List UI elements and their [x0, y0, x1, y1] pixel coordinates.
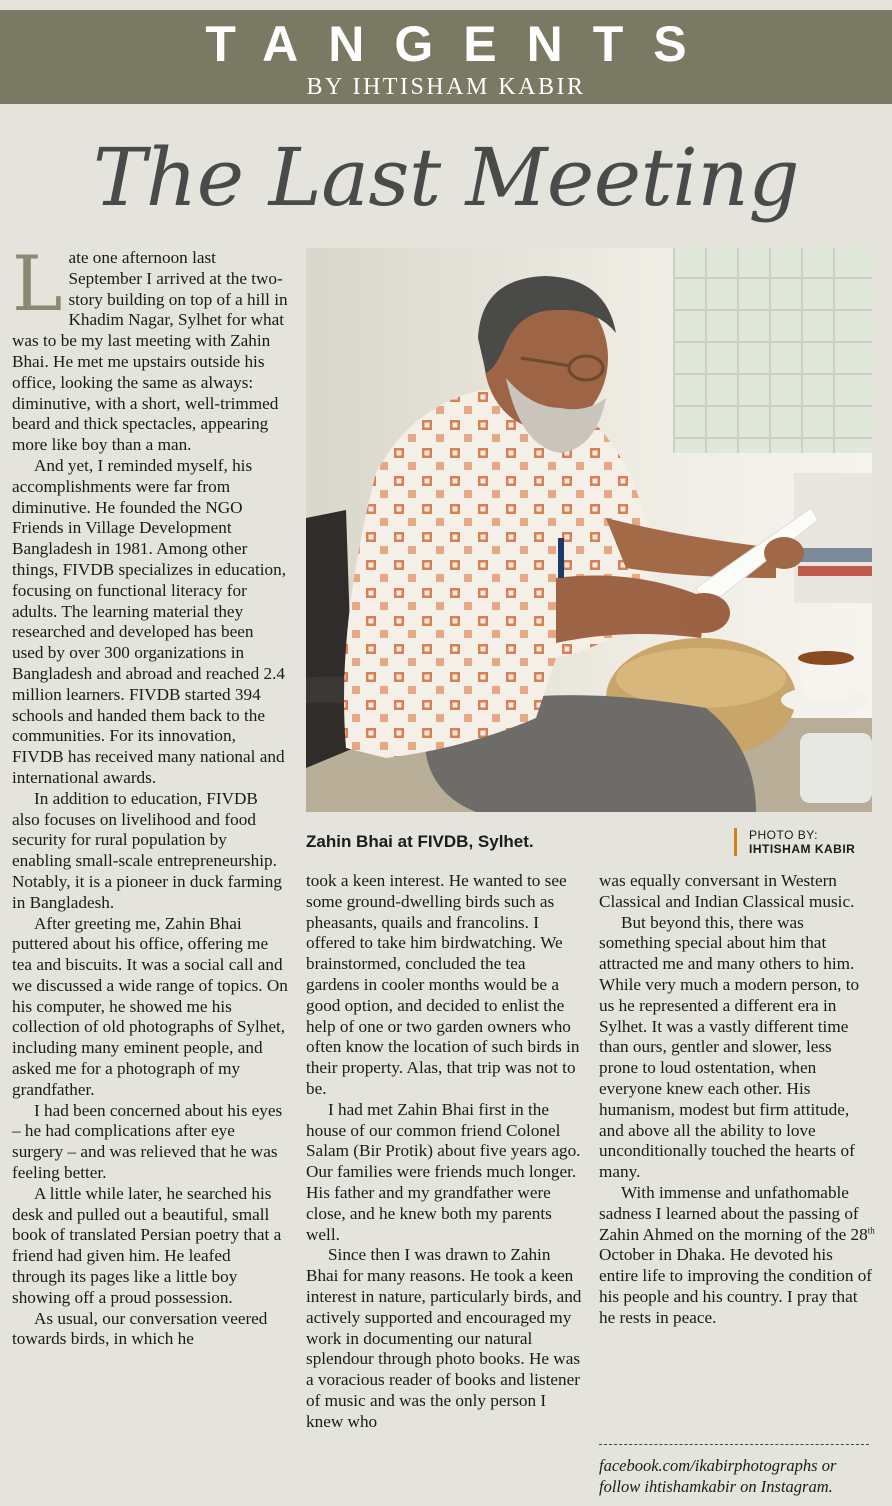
article-column-2 [306, 871, 582, 1433]
column-banner [0, 10, 892, 104]
article-photo [306, 248, 872, 812]
dashed-divider [599, 1444, 869, 1445]
article-paragraph: After greeting me, Zahin Bhai puttered about his office, offering me tea and biscuits. It was a social call and we discussed a wide range of topics. On his computer, he showed me his collection of old photographs of Sylhet, including many eminent people, and asked me for a photograph of my grandfather. [12, 913, 288, 1099]
article-paragraph: In addition to education, FIVDB also focuses on livelihood and food security for rural population by enabling small-scale entrepreneurship. Notably, it is a pioneer in duck farming in Bangladesh. [12, 788, 282, 912]
article-paragraph: With immense and unfathomable sadness I learned about the passing of Zahin Ahmed on the morning of the 28th October in Dhaka. He devoted his entire life to improving the condition of his people and his country. I pray that he rests in peace. [599, 1182, 875, 1327]
article-paragraph: And yet, I reminded myself, his accomplishments were far from diminutive. He founded the NGO Friends in Village Development Bangladesh in 1981. Among other things, FIVDB specializes in education, focusing on functional literacy for adults. The learning material they researched and developed has been used by over 300 organizations in Bangladesh and abroad and reached 2.4 million learners. FIVDB started 394 schools and handed them back to the communities. For its innovation, FIVDB has received many national and international awards. [12, 455, 286, 787]
article-paragraph: Late one afternoon last September I arrived at the two-story building on top of a hill in Khadim Nagar, Sylhet for what was to be my last meeting with Zahin Bhai. He met me upstairs outside his office, looking the same as always: diminutive, with a short, well-trimmed beard and thick spectacles, appearing more like boy than a man. [12, 239, 288, 455]
photo-credit-label: PHOTO BY: [749, 828, 818, 842]
article-column-1 [12, 239, 288, 1350]
article-paragraph: Since then I was drawn to Zahin Bhai for many reasons. He took a keen interest in nature, particularly birds, and actively supported and encouraged my work in documenting our natural splendour through photo books. He was a voracious reader of books and listener of music and was the only person I knew who [306, 1245, 582, 1431]
article-paragraph: took a keen interest. He wanted to see some ground-dwelling birds such as pheasants, quails and francolins. I offered to take him birdwatching. We brainstormed, concluded the tea gardens in cooler months would be a good option, and decided to enlist the help of one or two garden owners who often know the location of such birds in their property. Alas, that trip was not to be. [306, 871, 580, 1098]
drop-cap: L [12, 239, 63, 328]
article-headline: The Last Meeting [92, 131, 800, 224]
social-links: facebook.com/ikabirphotographs or follow ihtishamkabir on Instagram. [599, 1456, 837, 1496]
article-paragraph: As usual, our conversation veered towards birds, in which he [12, 1308, 268, 1349]
article-paragraph: I had met Zahin Bhai first in the house of our common friend Colonel Salam (Bir Protik) about five years ago. Our families were friends much longer. His father and my grandfather were close, and he knew both my parents well. [306, 1099, 581, 1244]
photo-credit [734, 828, 855, 856]
column-title: TANGENTS [205, 16, 717, 72]
portrait-illustration [306, 248, 872, 812]
photo-credit-name: IHTISHAM KABIR [749, 842, 856, 856]
article-paragraph: But beyond this, there was something special about him that attracted me and many others to him. While very much a modern person, to us he represented a different era in Sylhet. It was a vastly different time than ours, gentler and slower, less prone to loud ostentation, when everyone knew each other. His humanism, modest but firm attitude, and above all the ability to love unconditionally touched the hearts of many. [599, 912, 860, 1182]
article-paragraph: was equally conversant in Western Classical and Indian Classical music. [599, 871, 855, 911]
article-paragraph: A little while later, he searched his desk and pulled out a beautiful, small book of translated Persian poetry that a friend had given him. He leafed through its pages like a little boy showing off a proud possession. [12, 1183, 282, 1307]
article-column-3 [599, 871, 875, 1329]
column-byline: BY IHTISHAM KABIR [306, 74, 586, 100]
ordinal-suffix: th [867, 1224, 875, 1235]
article-paragraph: I had been concerned about his eyes – he had complications after eye surgery – and was relieved that he was feeling better. [12, 1100, 283, 1183]
photo-caption: Zahin Bhai at FIVDB, Sylhet. [306, 832, 534, 851]
